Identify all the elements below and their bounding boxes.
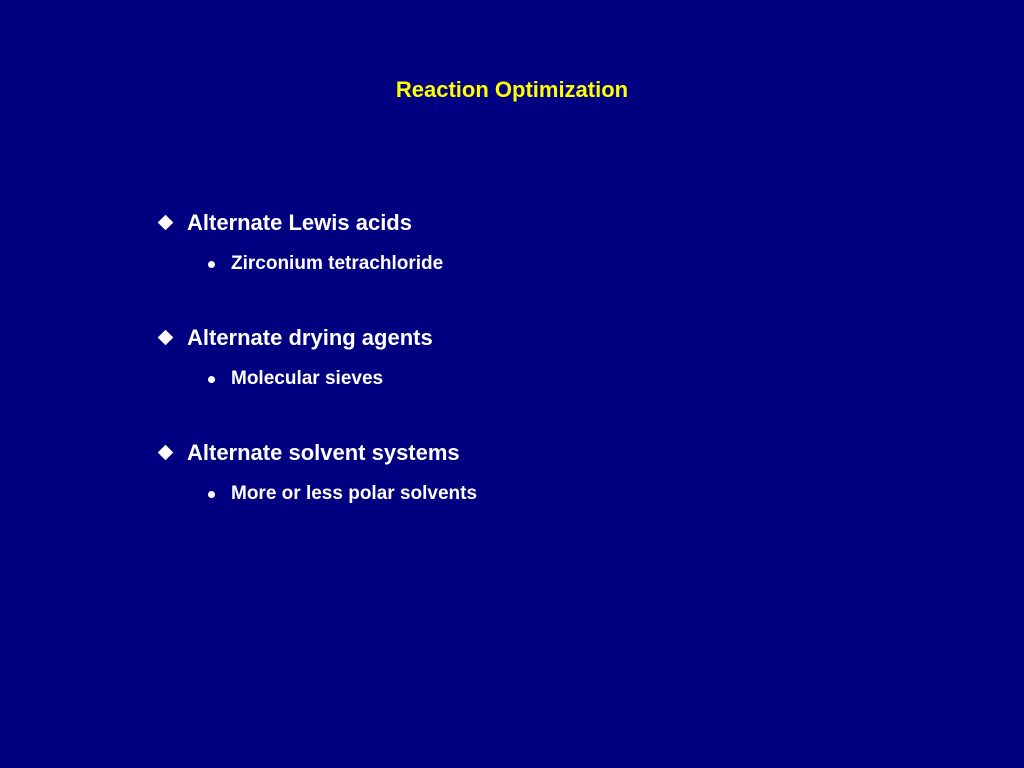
bullet-list	[156, 208, 477, 553]
bullet-label: Alternate Lewis acids	[187, 210, 412, 235]
diamond-bullet-icon	[158, 330, 174, 346]
sub-bullet-item	[156, 366, 477, 392]
sub-bullet-item	[156, 481, 477, 507]
bullet-label: Alternate solvent systems	[187, 440, 460, 465]
bullet-item	[156, 323, 477, 353]
diamond-bullet-icon	[158, 215, 174, 231]
bullet-label: Alternate drying agents	[187, 325, 433, 350]
dot-bullet-icon	[208, 376, 215, 383]
bullet-group	[156, 438, 477, 553]
dot-bullet-icon	[208, 491, 215, 498]
bullet-group	[156, 323, 477, 438]
diamond-bullet-icon	[158, 445, 174, 461]
bullet-group	[156, 208, 477, 323]
slide-title: Reaction Optimization	[395, 77, 629, 102]
bullet-item	[156, 438, 477, 468]
sub-bullet-label: Molecular sieves	[231, 368, 384, 389]
sub-bullet-label: More or less polar solvents	[231, 483, 478, 504]
bullet-item	[156, 208, 477, 238]
sub-bullet-item	[156, 251, 477, 277]
sub-bullet-label: Zirconium tetrachloride	[231, 253, 444, 274]
dot-bullet-icon	[208, 261, 215, 268]
